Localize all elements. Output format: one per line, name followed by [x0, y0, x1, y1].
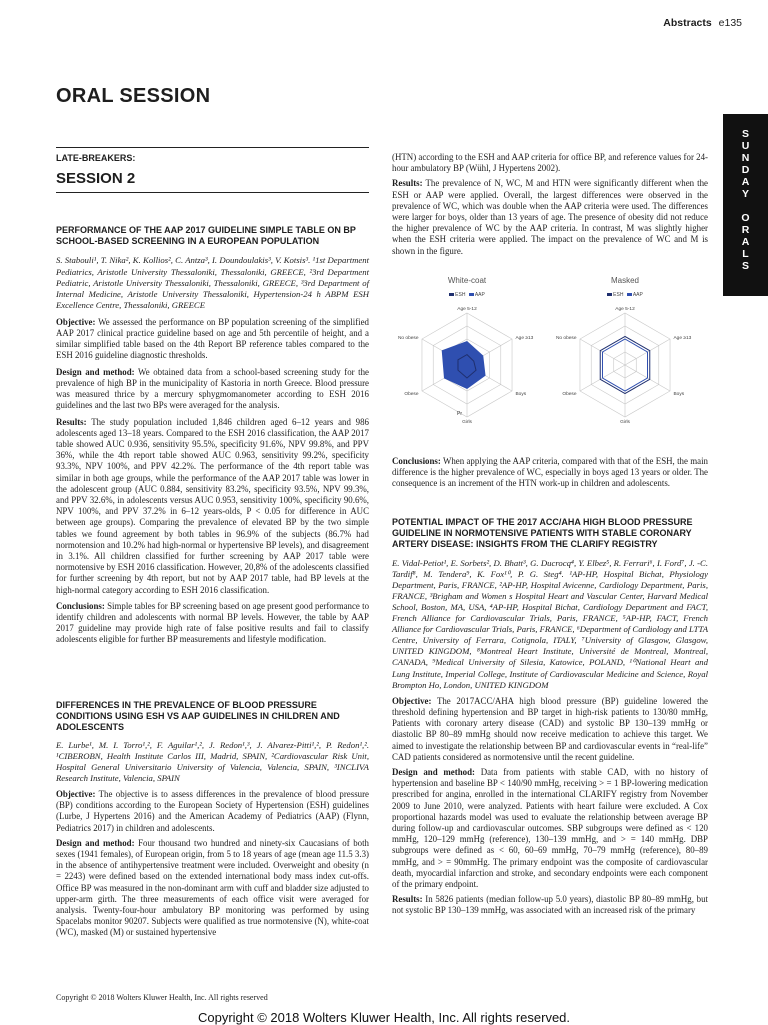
radar-chart [550, 270, 700, 450]
abstract-objective: Objective: The 2017ACC/AHA high blood pressure (BP) guideline lowered the threshold defining hypertension and BP target in high-risk patients to 130/80 mmHg, Patients with coronary artery disease (CAD) and systolic BP 130–139 mmHg or diastolic BP 80–89 mmHg should now receive medication to achieve this target. We aimed to investigate the relationship between BP and cardiovascular events in “real-life” CAD patients considered as normotensive until the recent guideline. [392, 695, 708, 762]
abstract-1 [56, 225, 369, 646]
side-tab [723, 114, 768, 296]
radar-axis-label: Obese [562, 392, 577, 397]
abstract-results: Results: The study population included 1,846 children aged 6–12 years and 986 adolescents aged 13–18 years. Compared to the ESH 2016 classification, the AAP 2017 table showed AUC 0.936, sensitivity 95.5%, specificity 91.6%, NPV 99.8%, and PPV 36%, while the 4th report table showed AUC 0.963, sensitivity 99.2%, specificity 93.3%, NPV 100%, and PPV 42.2%. The performance of the 4th report table was similar in both age groups, while the performance of the AAP 2017 table was lower in the adolescent group (AUC 0.884, sensitivity 83.2%, specificity 93.5%, NPV 99.3%, and PPV 32.6%, in adolescents versus AUC 0.953, sensitivity 100%, specificity 90.6%, NPV 100%, and PPV 37.2% in 6–12 years-olds, P < 0.05 for difference in AUC between age groups). Comparing the prevalence of elevated BP by the two simple tables we found agreement by both tables in 96.9% of the subjects (86.7% had normotension and 10.2% had high-normal or hypertensive BP levels), and disagreement in 3.1%. All children classified for further screening by AAP 2017 table were normotensive by ESH 2016 classification. However, 20,8% of the adolescents classified for further screening by 4th report, but not by AAP 2017 table, had BP levels at the high-normal category according to ESH 2016 classification. [56, 416, 369, 595]
abstract-results: Results: In 5826 patients (median follow-up 5.0 years), diastolic BP 80–89 mmHg, but not systolic BP 130–139 mmHg, was associated with an increased risk of the primary [392, 894, 708, 916]
side-tab-letter: O [741, 212, 750, 224]
copyright-banner: Copyright © 2018 Wolters Kluwer Health, Inc. All rights reserved. [197, 1010, 571, 1025]
side-tab-letter: A [741, 176, 750, 188]
section-rule [56, 192, 369, 193]
abstract-objective: Objective: The objective is to assess differences in the prevalence of blood pressure (BP) conditions according to the European Society of Hypertension (ESH) guidelines (Lurbe, J Hypertens 2016) and the American Academy of Pediatrics (AAP) (Flynn, Pediatrics 2017) in children and adolescents. [56, 788, 369, 833]
radar-axis-label: Obese [404, 392, 419, 397]
panel-title: White-coat [447, 276, 487, 285]
journal-section: Abstracts [663, 17, 712, 29]
side-tab-letter: S [741, 128, 749, 140]
section-rule [56, 147, 369, 148]
abstract-results: Results: The prevalence of N, WC, M and HTN were significantly different when the ESH or AAP were applied. Overall, the largest differences were observed in the prevalence of WC, which was double when the AAP criteria were used. The differences were larger for boys, older than 13 years of age. The presence of obesity did not reduce the higher prevalence of WC by the AAP criteria. In contrast, M was slightly higher when the ESH criteria were applied. The impact on the prevalence of WC and M is shown in the figure. [392, 178, 708, 256]
abstract-design: Design and method: We obtained data from a school-based screening study for the prevalence of high BP in the municipality of Kastoria in north Greece. Blood pressure was measured thrice by a mercury sphygmomanometer according to ESH 2016 guidelines and the last two BPs were averaged for the analysis. [56, 366, 369, 411]
abstract-title: POTENTIAL IMPACT OF THE 2017 ACC/AHA HIGH BLOOD PRESSURE GUIDELINE IN NORMOTENSIVE PATIENTS WITH STABLE CORONARY ARTERY DISEASE: INSIGHTS FROM THE CLARIFY REGISTRY [392, 517, 693, 550]
abstract-2 [56, 700, 369, 939]
side-tab-letter: U [741, 140, 750, 152]
abstract-authors: S. Stabouli¹, T. Nika², K. Kollios², C. Antza³, I. Doundoulakis³, V. Kotsis³. ¹1st Department Pediatrics, Aristotle University Thessaloniki, Thessaloniki, GREECE, ²3rd Department Pediatric, Aristotle University Thessaloniki, Thessaloniki, GREECE, ³3rd Department of Internal Medicine, Aristotle University Thessaloniki, Hypertension-24 h ABPM ESH Excellence Centre, Thessaloniki, GREECE [56, 255, 369, 310]
side-tab-letter: R [741, 224, 750, 236]
side-tab-letter: Y [741, 188, 749, 200]
abstract-continued-text: (HTN) according to the ESH and AAP criteria for office BP, and reference values for 24-hour ambulatory BP (Wühl, J Hypertens 2002). [392, 152, 708, 174]
side-tab-letter: D [741, 164, 750, 176]
side-tab-letter: L [742, 248, 749, 260]
radar-axis-label: Age ≥13 [673, 336, 692, 341]
copyright-note: Copyright © 2018 Wolters Kluwer Health, Inc. All rights reserved [56, 993, 268, 1002]
abstract-title: PERFORMANCE OF THE AAP 2017 GUIDELINE SIMPLE TABLE ON BP SCHOOL-BASED SCREENING IN A EUROPEAN POPULATION [56, 225, 356, 247]
panel-legend: ESH AAP [392, 292, 542, 298]
abstract-title: DIFFERENCES IN THE PREVALENCE OF BLOOD PRESSURE CONDITIONS USING ESH VS AAP GUIDELINES IN CHILDREN AND ADOLESCENTS [56, 700, 340, 733]
page-number: e135 [718, 17, 742, 29]
abstract-objective: Objective: We assessed the performance on BP population screening of the simplified AAP 2017 clinical practice guideline based on age and 5th percentile of height, and a similar simplified table based on the 4th Report BP reference tables compared to the ESH 2016 guideline diagnostic thresholds. [56, 316, 369, 361]
abstract-conclusions: Conclusions: Simple tables for BP screening based on age present good performance to identify children and adolescents with normal BP levels. However, the table by AAP 2017 guideline may provide high rate of false positive results and fail to classify adolescents eligible for further BP measurements and lifestyle modification. [56, 600, 370, 645]
radar-axis-label: Age 5-12 [615, 307, 635, 312]
abstract-authors: E. Vidal-Petiot¹, E. Sorbets², D. Bhatt³, G. Ducrocq⁴, Y. Elbez⁵, R. Ferrari⁶, I. Ford⁷, J. -C. Tardif⁸, M. Tendera⁹, K. Fox¹⁰, P. G. Steg⁴. ¹AP-HP, Hospital Bichat, Physiology Department, Paris, FRANCE, ²AP-HP, Hospital Avicenne, Cardiology Department, Paris, FRANCE, ³Brigham and Women s Hospital Heart and Vascular Center, Harvard Medical School, Boston, MA, USA, ⁴AP-HP, Hospital Bichat, Cardiology Department and FACT, French Alliance for Cardiovascular Trials, Paris, FRANCE, ⁵AP-HP, FACT, French Alliance for Cardiovascular Trials, Paris, FRANCE, ⁶Department of Cardiology and LTTA Centre, University of Ferrara, Cotignola, ITALY, ⁷University of Glasgow, Glasgow, UNITED KINGDOM, ⁸Montreal Heart Institute, Université de Montreal, Montreal, CANADA, ⁹Medical University of Silesia, Katowice, POLAND, ¹⁰National Heart and Lung Institute, Imperial College, Institute of Cardiovascular Medicine and Science, Royal Brompton Ho, London, UNITED KINGDOM [392, 557, 709, 690]
abstract-design: Design and method: Data from patients with stable CAD, with no history of hypertension and baseline BP < 140/90 mmHg, receiving > = 1 BP-lowering medication prescribed for angina, enrolled in the international CLARIFY registry from November 2009 to June 2010, were analyzed. Patients with heart failure were excluded. A Cox proportional hazards model was used to evaluate the relationship between average BP during follow-up and cardiovascular outcomes. SBP subgroups were defined as < 120 mmHg, 120–129 mmHg (reference), 130–139 mmHg, and > = 140 mmHg. DBP subgroups were defined as < 60, 60–69 mmHg, 70–79 mmHg (reference), 80–89 mmHg, and > = 90mmHg. The primary endpoint was the composite of cardiovascular death, myocardial infarction and stroke, and secondary endpoints were each component of the primary endpoint. [392, 766, 708, 889]
abstract-2-continued [392, 152, 708, 257]
side-tab-letter: N [741, 152, 750, 164]
radar-axis-label: Age ≥13 [515, 336, 534, 341]
radar-axis-label: Boys [673, 392, 685, 397]
side-tab-letter: S [741, 260, 749, 272]
radar-axis-label: Boys [515, 392, 527, 397]
panel-legend: ESH AAP [550, 292, 700, 298]
panel-title: Masked [610, 276, 639, 285]
page-title: ORAL SESSION [56, 85, 211, 107]
side-tab-letter: A [741, 236, 750, 248]
running-header [663, 17, 742, 29]
abstract-3 [392, 517, 708, 917]
abstract-design: Design and method: Four thousand two hundred and ninety-six Caucasians of both sexes (1941 females), of European origin, from 5 to 18 years of age (mean age 11.5 3.3) in the absence of antihypertensive treatment were included. Overweight and obesity (n = 2243) were defined based on the extended international body mass index cut-offs. Office BP was measured in the non-dominant arm with cuff and bladder size adjusted to upper-arm girth. The three measurements of each office visit were averaged for analysis. Twenty-four-hour ambulatory BP monitoring was performed by using Spacelabs monitor 90207. Subjects were qualified as true normotensive (N), white-coat (WC), masked (M) or sustained hypertensive [56, 837, 369, 938]
radar-axis-label: Girls [620, 420, 630, 425]
abstract-2-conclusions [392, 456, 708, 490]
section-title: SESSION 2 [56, 170, 136, 187]
section-label: LATE-BREAKERS: [56, 153, 136, 163]
abstract-authors: E. Lurbe¹, M. I. Torro¹,², F. Aguilar¹,², J. Redon¹,³, J. Alvarez-Pitti¹,², P. Redon¹,². ¹CIBEROBN, Health Institute Carlos III, Madrid, SPAIN, ²Cardiovascular Risk Unit, Hospital General Universitario University of Valencia, Valencia, SPAIN, ³INCLIVA Research Institute, Valencia, SPAIN [56, 739, 369, 783]
abstract-conclusions: Conclusions: When applying the AAP criteria, compared with that of the ESH, the main difference is the higher prevalence of WC, especially in boys aged 13 years or older. The consequence is an increment of the HTN work-up in children and adolescents. [392, 456, 708, 489]
figure-panel [550, 270, 700, 450]
figure-panel [392, 270, 542, 450]
radar-axis-label: Girls [462, 420, 472, 425]
radar-axis-label: No obese [555, 336, 577, 341]
figure-radar-charts [392, 270, 708, 450]
panel-corner-note: Pr [457, 411, 462, 417]
radar-axis-label: Age 5-12 [457, 307, 477, 312]
radar-chart [392, 270, 542, 450]
radar-axis-label: No obese [397, 336, 419, 341]
series-aap [442, 342, 485, 389]
